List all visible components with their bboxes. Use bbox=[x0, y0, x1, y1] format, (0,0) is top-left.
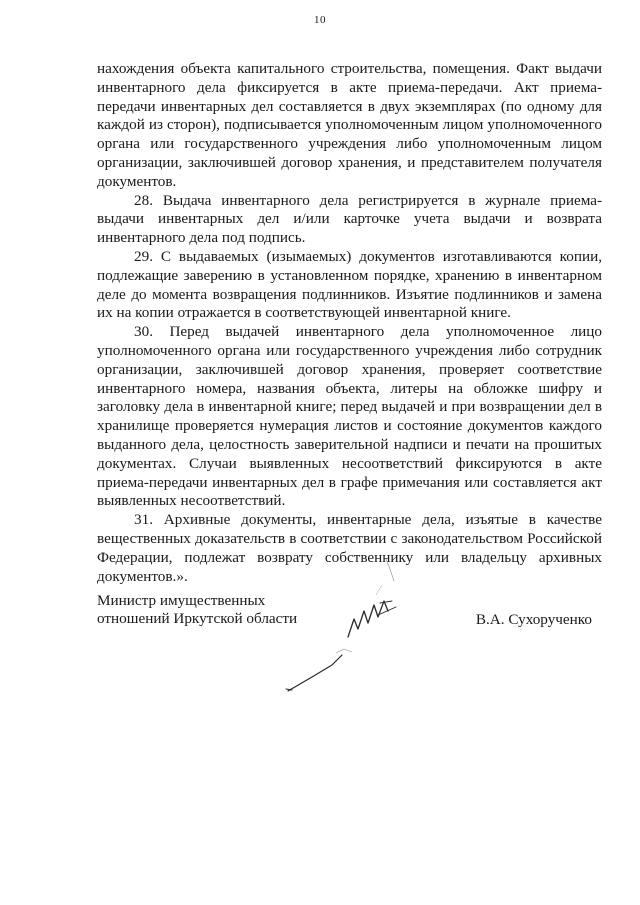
page-number: 10 bbox=[314, 14, 326, 26]
handwritten-signature-icon bbox=[270, 555, 420, 705]
signer-title-line-1: Министр имущественных bbox=[97, 592, 266, 609]
signer-name: В.А. Сухорученко bbox=[475, 611, 592, 628]
paragraph-28: 28. Выдача инвентарного дела регистрируется в журнале приема-выдачи инвентарных дел и/или карточке учета выдачи и возврата инвентарного дела под подпись. bbox=[97, 191, 602, 247]
paragraph-30: 30. Перед выдачей инвентарного дела уполномоченное лицо уполномоченного органа или государственного учреждения либо сотрудник организации, заключившей договор хранения, проверяет соответствие инвентарного номера, названия объекта, литеры на обложке шифру и заголовку дела в инвентарной книге; перед выдачей и при возвращении дел в хранилище проверяется нумерация листов и состояние документов каждого выданного дела, целостность заверительной надписи и печати на прошитых документах. Случаи выявленных несоответствий фиксируются в акте приема-передачи инвентарных дел в графе примечания или составляется акт выявленных несоответствий. bbox=[97, 323, 602, 510]
document-body bbox=[97, 60, 602, 586]
signer-title-line-2: отношений Иркутской области bbox=[97, 610, 298, 627]
paragraph-continuation: нахождения объекта капитального строительства, помещения. Факт выдачи инвентарного дела фиксируется в акте приема-передачи. Акт приема-передачи инвентарных дел составляется в двух экземплярах (по одному для каждой из сторон), подписывается уполномоченным лицом уполномоченного органа или государственного учреждения либо уполномоченным лицом организации, заключившей договор хранения, и представителем получателя документов. bbox=[97, 60, 602, 190]
paragraph-29: 29. С выдаваемых (изымаемых) документов изготавливаются копии, подлежащие заверению в установленном порядке, хранению в инвентарном деле до момента возвращения подлинников. Изъятие подлинников и замена их на копии отражается в соответствующей инвентарной книге. bbox=[97, 247, 602, 322]
paragraph-31: 31. Архивные документы, инвентарные дела, изъятые в качестве вещественных доказательств в соответствии с законодательством Российской Федерации, подлежат возврату собственнику или владельцу архивных документов.». bbox=[97, 511, 602, 585]
